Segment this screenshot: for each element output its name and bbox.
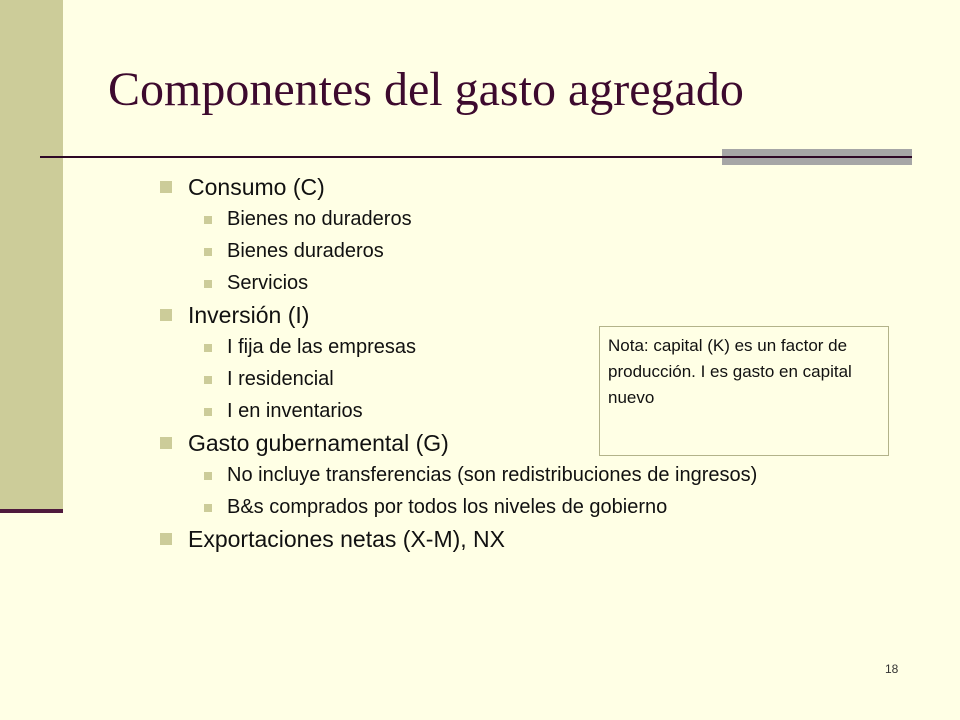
sub-bullet-text: I en inventarios: [227, 400, 363, 422]
bullet-text: Inversión (I): [188, 302, 310, 328]
bullet-exportaciones-netas: [160, 523, 880, 555]
sub-bullet-text: I fija de las empresas: [227, 336, 416, 358]
sub-bullet-text: Bienes no duraderos: [227, 208, 412, 230]
sub-bullet-text: No incluye transferencias (son redistribuciones de ingresos): [227, 464, 758, 486]
bullet-text: Gasto gubernamental (G): [188, 430, 449, 456]
square-bullet-icon: [160, 533, 172, 545]
title-rule-accent-top: [722, 149, 912, 156]
slide-title: Componentes del gasto agregado: [108, 63, 744, 116]
title-rule-accent-bottom: [722, 158, 912, 165]
note-text: Nota: capital (K) es un factor de producción. I es gasto en capital nuevo: [608, 336, 852, 407]
square-bullet-icon: [204, 248, 212, 256]
note-box: [599, 326, 889, 456]
bullet-consumo: [160, 171, 880, 203]
square-bullet-icon: [204, 504, 212, 512]
square-bullet-icon: [160, 437, 172, 449]
square-bullet-icon: [204, 472, 212, 480]
title-rule: [40, 156, 912, 158]
square-bullet-icon: [160, 181, 172, 193]
square-bullet-icon: [204, 376, 212, 384]
bullet-text: Exportaciones netas (X-M), NX: [188, 526, 506, 552]
sub-bullet-text: Servicios: [227, 272, 309, 294]
sub-bullet: [160, 491, 880, 523]
sub-bullet: [160, 267, 880, 299]
sub-bullet: [160, 459, 880, 491]
square-bullet-icon: [160, 309, 172, 321]
square-bullet-icon: [204, 408, 212, 416]
sub-bullet-text: Bienes duraderos: [227, 240, 384, 262]
page-number: 18: [885, 662, 899, 676]
square-bullet-icon: [204, 344, 212, 352]
bullet-text: Consumo (C): [188, 174, 325, 200]
sub-bullet: [160, 235, 880, 267]
sub-bullet-text: I residencial: [227, 368, 334, 390]
square-bullet-icon: [204, 216, 212, 224]
sub-bullet-text: B&s comprados por todos los niveles de gobierno: [227, 496, 668, 518]
left-accent-band: [0, 0, 63, 512]
sub-bullet: [160, 203, 880, 235]
left-accent-band-edge: [0, 509, 63, 513]
square-bullet-icon: [204, 280, 212, 288]
